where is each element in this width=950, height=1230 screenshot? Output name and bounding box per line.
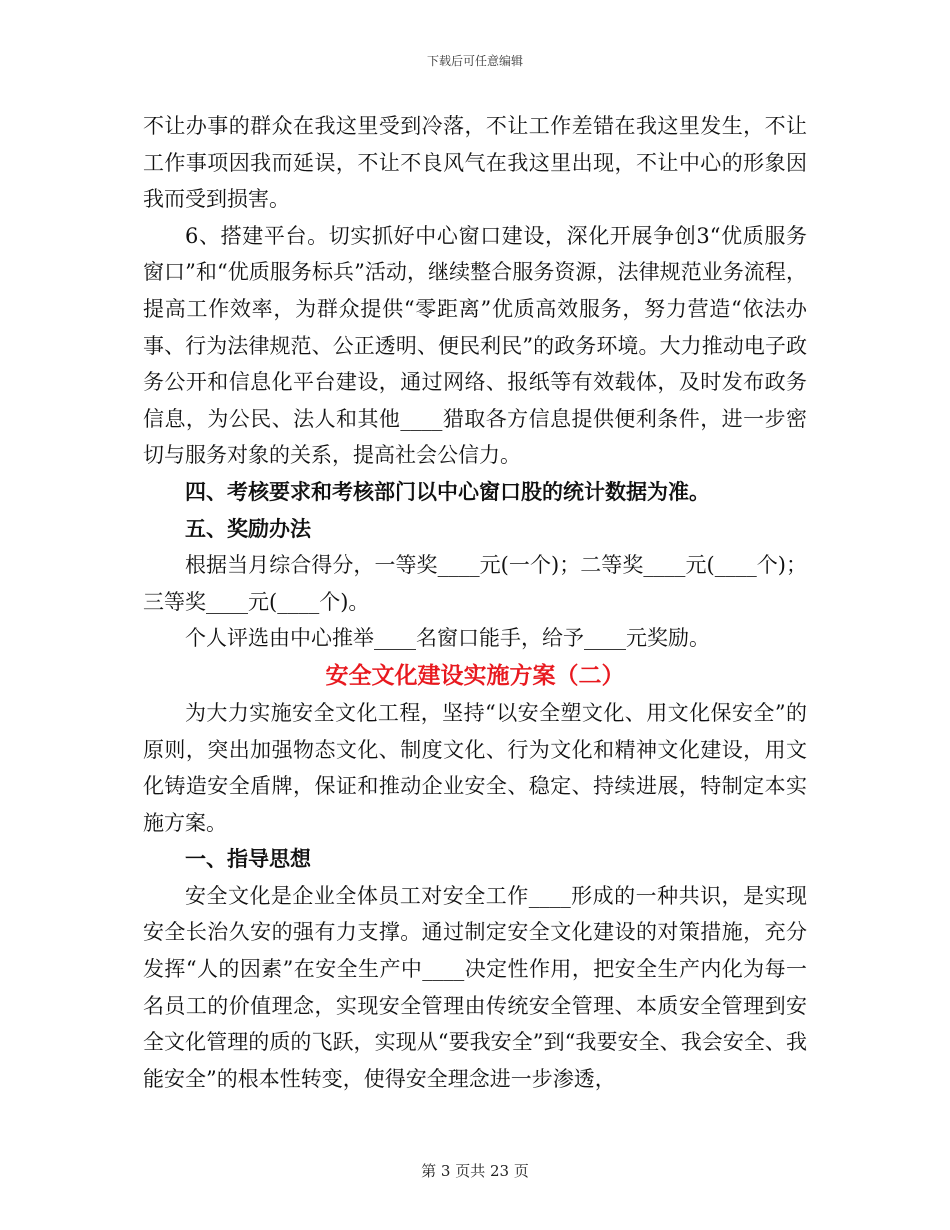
footer-page-number: 3 [440,1162,451,1180]
paragraph: 个人评选由中心推举____名窗口能手，给予____元奖励。 [185,626,710,651]
document-body [143,108,807,1097]
footer-suffix: 页 [513,1162,529,1180]
paragraph: 为大力实施安全文化工程，坚持“以安全塑文化、用文化保安全”的原则，突出加强物态文化、制度文化、行为文化和精神文化建设，用文化铸造安全盾牌，保证和推动企业安全、稳定、持续进展，特制定本实施方案。 [143,700,807,835]
section-heading: 五、奖励办法 [185,515,311,541]
page-header: 下载后可任意编辑 [426,54,523,68]
paragraph: 根据当月综合得分，一等奖____元(一个)；二等奖____元(____个)；三等奖____元(____个)。 [143,553,807,614]
document-title: 安全文化建设实施方案（二） [325,661,625,689]
paragraph: 安全文化是企业全体员工对安全工作____形成的一种共识，是实现安全长治久安的强有力支撑。通过制定安全文化建设的对策措施，充分发挥“人的因素”在安全生产中____决定性作用，把安全生产内化为每一名员工的价值理念，实现安全管理由传统安全管理、本质安全管理到安全文化管理的质的飞跃，实现从“要我安全”到“我要安全、我会安全、我能安全”的根本性转变，使得安全理念进一步渗透， [143,883,807,1091]
page-footer [0,1160,950,1181]
paragraph: 6、搭建平台。切实抓好中心窗口建设，深化开展争创3“优质服务窗口”和“优质服务标兵”活动，继续整合服务资源，法律规范业务流程，提高工作效率，为群众提供“零距离”优质高效服务，努力营造“依法办事、行为法律规范、公正透明、便民利民”的政务环境。大力推动电子政务公开和信息化平台建设，通过网络、报纸等有效载体，及时发布政务信息，为公民、法人和其他____猎取各方信息提供便利条件，进一步密切与服务对象的关系，提高社会公信力。 [143,223,807,468]
section-heading: 一、指导思想 [185,846,311,872]
footer-middle: 页共 [455,1162,486,1180]
footer-total-pages: 23 [490,1162,510,1180]
paragraph: 不让办事的群众在我这里受到冷落，不让工作差错在我这里发生，不让工作事项因我而延误，不让不良风气在我这里出现，不让中心的形象因我而受到损害。 [143,114,807,212]
section-heading: 四、考核要求和考核部门以中心窗口股的统计数据为准。 [185,478,710,504]
footer-prefix: 第 [421,1162,437,1180]
